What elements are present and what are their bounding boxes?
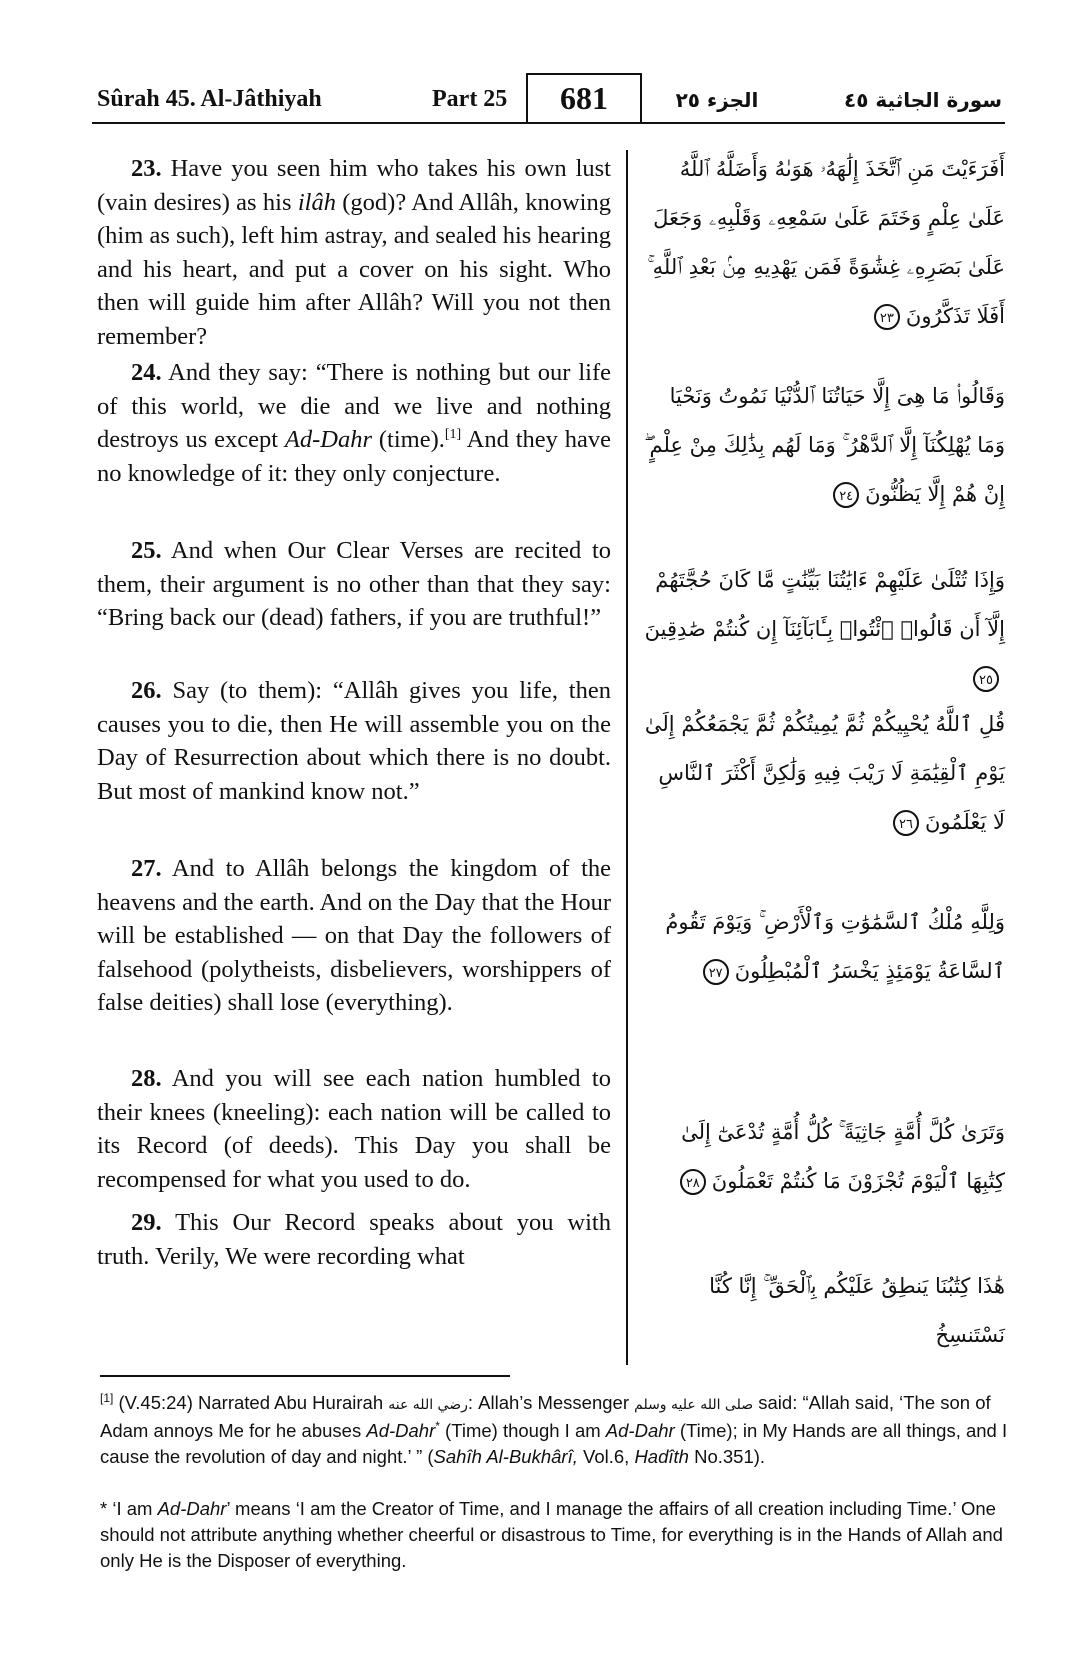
verse-number: 26. <box>131 677 162 704</box>
verse-arabic-26: قُلِ ٱللَّهُ يُحْيِيكُمْ ثُمَّ يُمِيتُكُمْ ثُمَّ يَجْمَعُكُمْ إِلَىٰ يَوْمِ ٱلْقِيَٰمَةِ لَا رَيْبَ فِيهِ وَلَٰكِنَّ أَكْثَرَ ٱلنَّاسِ لَا يَعْلَمُونَ٢٦ <box>644 712 1005 834</box>
header-rule <box>92 122 1005 124</box>
verse-end-marker: ٢٤ <box>833 482 859 508</box>
verse-end-marker: ٢٥ <box>973 666 999 692</box>
verse-arabic-23: أَفَرَءَيْتَ مَنِ ٱتَّخَذَ إِلَٰهَهُۥ هَوَىٰهُ وَأَضَلَّهُ ٱللَّهُ عَلَىٰ عِلْمٍ وَخَتَمَ عَلَىٰ سَمْعِهِۦ وَقَلْبِهِۦ وَجَعَلَ عَلَىٰ بَصَرِهِۦ غِشَٰوَةً فَمَن يَهْدِيهِ مِنۢ بَعْدِ ٱللَّهِ ۚ أَفَلَا تَذَكَّرُونَ٢٣ <box>647 157 1005 328</box>
column-divider <box>626 150 628 1365</box>
part-label: Part 25 <box>432 86 508 112</box>
verse-number: 27. <box>131 855 162 882</box>
footnote-2: * ‘I am Ad-Dahr’ means ‘I am the Creator of Time, and I manage the affairs of all creation including Time.’ One should not attribute anything whether cheerful or disastrous to Time, for everything is in the Hands of Allah and only He is the Disposer of everything. <box>100 1498 1003 1571</box>
verse-english-26: 26. Say (to them): “Allâh gives you life, then causes you to die, then He will assemble you on the Day of Resurrection about which there is no doubt. But most of mankind know not.” <box>97 677 611 805</box>
verse-number: 29. <box>131 1209 162 1236</box>
surah-title: Sûrah 45. Al-Jâthiyah <box>97 86 322 112</box>
verse-end-marker: ٢٦ <box>893 810 919 836</box>
verse-number: 28. <box>131 1065 162 1092</box>
verse-arabic-28: وَتَرَىٰ كُلَّ أُمَّةٍ جَاثِيَةً ۚ كُلُّ أُمَّةٍ تُدْعَىٰٓ إِلَىٰ كِتَٰبِهَا ٱلْيَوْمَ تُجْزَوْنَ مَا كُنتُمْ تَعْمَلُونَ٢٨ <box>681 1120 1005 1193</box>
verse-number: 23. <box>131 155 162 182</box>
footnote-1: [1] (V.45:24) Narrated Abu Hurairah رضي الله عنه: Allah’s Messenger صلى الله عليه وسلم said: “Allah said, ‘The son of Adam annoys Me for he abuses Ad-Dahr* (Time) though I am Ad-Dahr (Time); in My Hands are all things, and I cause the revolution of day and night.’ ” (Sahîh Al-Bukhârî, Vol.6, Hadîth No.351). <box>100 1390 1008 1467</box>
verse-arabic-27: وَلِلَّهِ مُلْكُ ٱلسَّمَٰوَٰتِ وَٱلْأَرْضِ ۚ وَيَوْمَ تَقُومُ ٱلسَّاعَةُ يَوْمَئِذٍ يَخْسَرُ ٱلْمُبْطِلُونَ٢٧ <box>665 910 1005 983</box>
verse-number: 24. <box>131 359 162 386</box>
footnote-rule <box>100 1375 510 1377</box>
verse-english-25: 25. And when Our Clear Verses are recited to them, their argument is no other than that they say: “Bring back our (dead) fathers, if you are truthful!” <box>97 537 611 631</box>
verse-arabic-24: وَقَالُوا۟ مَا هِىَ إِلَّا حَيَاتُنَا ٱلدُّنْيَا نَمُوتُ وَنَحْيَا وَمَا يُهْلِكُنَآ إِلَّا ٱلدَّهْرُ ۚ وَمَا لَهُم بِذَٰلِكَ مِنْ عِلْمٍ ۖ إِنْ هُمْ إِلَّا يَظُنُّونَ٢٤ <box>644 384 1005 506</box>
arabic-surah-title: سورة الجاثية ٤٥ <box>844 88 1002 112</box>
verse-english-23: 23. Have you seen him who takes his own lust (vain desires) as his ilâh (god)? And Allâh, knowing (him as such), left him astray, and sealed his hearing and his heart, and put a cover on his sight. Who then will guide him after Allâh? Will you not then remember? <box>97 155 611 350</box>
footnote-ref[interactable]: [1] <box>444 426 462 442</box>
verse-number: 25. <box>131 537 162 564</box>
arabic-part-label: الجزء ٢٥ <box>675 88 759 112</box>
verse-end-marker: ٢٧ <box>703 959 729 985</box>
footnote-marker: [1] <box>100 1390 114 1405</box>
verse-end-marker: ٢٣ <box>874 304 900 330</box>
verse-end-marker: ٢٨ <box>680 1169 706 1195</box>
verse-english-29: 29. This Our Record speaks about you with truth. Verily, We were recording what <box>97 1209 611 1270</box>
verse-english-27: 27. And to Allâh belongs the kingdom of the heavens and the earth. And on the Day that the Hour will be established — on that Day the followers of falsehood (polytheists, disbelievers, worshippers of false deities) shall lose (everything). <box>97 855 611 1016</box>
verse-arabic-25: وَإِذَا تُتْلَىٰ عَلَيْهِمْ ءَايَٰتُنَا بَيِّنَٰتٍ مَّا كَانَ حُجَّتَهُمْ إِلَّآ أَن قَالُوا۟ ٱئْتُوا۟ بِـَٔابَآئِنَآ إِن كُنتُمْ صَٰدِقِينَ٢٥ <box>640 556 1005 703</box>
verse-english-28: 28. And you will see each nation humbled to their knees (kneeling): each nation will be called to its Record (of deeds). This Day you shall be recompensed for what you used to do. <box>97 1065 611 1193</box>
page-number: 681 <box>560 80 608 116</box>
verse-arabic-29: هَٰذَا كِتَٰبُنَا يَنطِقُ عَلَيْكُم بِٱلْحَقِّ ۚ إِنَّا كُنَّا نَسْتَنسِخُ <box>709 1274 1005 1347</box>
verse-english-24: 24. And they say: “There is nothing but our life of this world, we die and we live and nothing destroys us except Ad-Dahr (time).[1] And they have no knowledge of it: they only conjecture. <box>97 359 611 487</box>
